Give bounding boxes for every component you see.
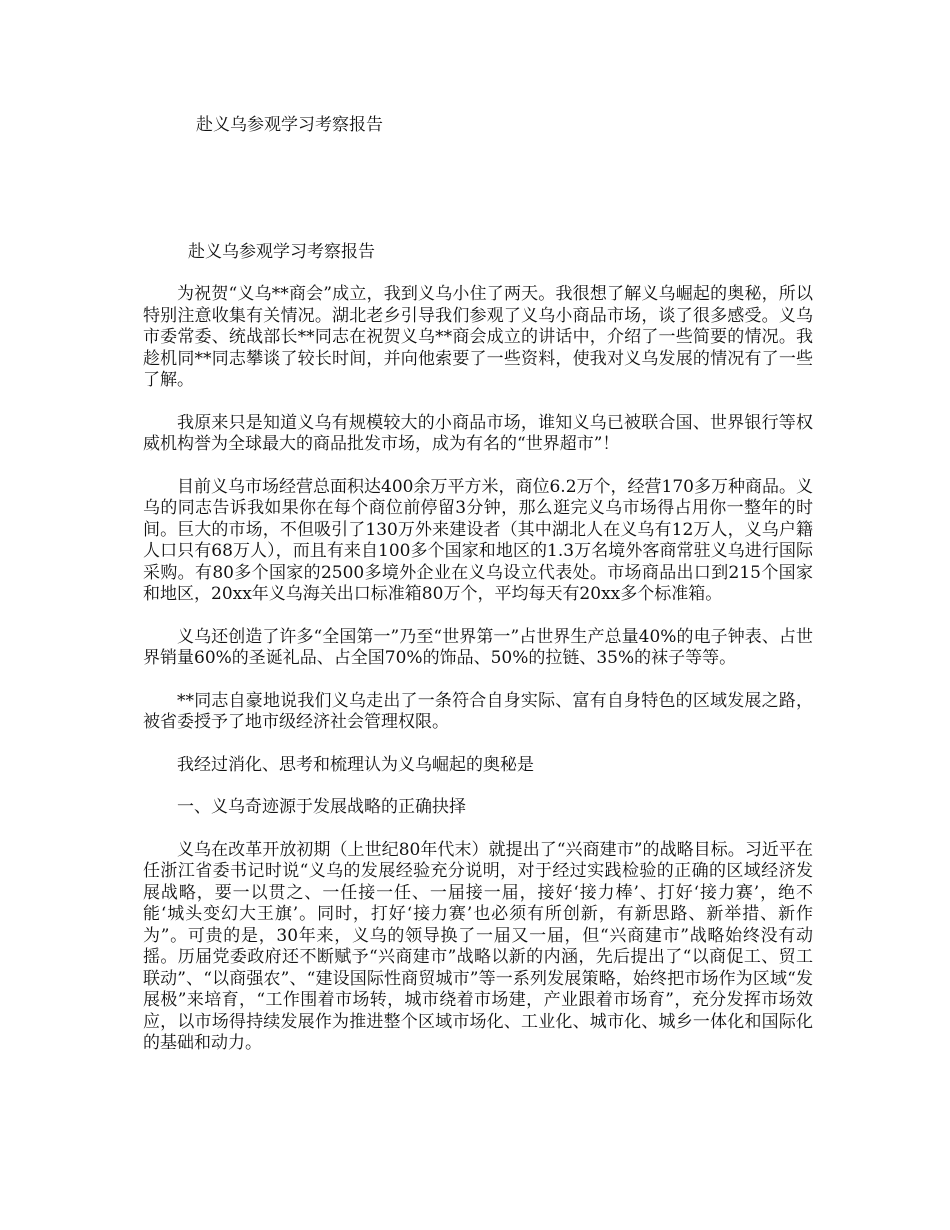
paragraph-strategy: 义乌在改革开放初期（上世纪80年代末）就提出了“兴商建市”的战略目标。习近平在任浙江省委书记时说“义乌的发展经验充分说明，对于经过实践检验的正确的区域经济发展战略，要一以贯之、一任接一任、一届接一届，接好‘接力棒’、打好‘接力赛’，绝不能‘城头变幻大王旗’。同时，打好‘接力赛’也必须有所创新，有新思路、新举措、新作为”。可贵的是，30年来，义乌的领导换了一届又一届，但“兴商建市”战略始终没有动摇。历届党委政府还不断赋予“兴商建市”战略以新的内涵，先后提出了“以商促工、贸工联动”、“以商强农”、“建设国际性商贸城市”等一系列发展策略，始终把市场作为区域“发展极”来培育，“工作围着市场转，城市绕着市场建，产业跟着市场育”，充分发挥市场效应，以市场得持续发展作为推进整个区域市场化、工业化、城市化、城乡一体化和国际化的基础和动力。: [143, 839, 813, 1053]
section-heading-strategy: 一、义乌奇迹源于发展战略的正确抉择: [177, 797, 466, 817]
paragraph-intro: 为祝贺“义乌**商会”成立，我到义乌小住了两天。我很想了解义乌崛起的奥秘，所以特别注意收集有关情况。湖北老乡引导我们参观了义乌小商品市场，谈了很多感受。义乌市委常委、统战部长**同志在祝贺义乌**商会成立的讲话中，介绍了一些简要的情况。我趁机同**同志攀谈了较长时间，并向他索要了一些资料，使我对义乌发展的情况有了一些了解。: [143, 284, 813, 390]
paragraph-market-statistics: 目前义乌市场经营总面积达400余万平方米，商位6.2万个，经营170多万种商品。义乌的同志告诉我如果你在每个商位前停留3分钟，那么逛完义乌市场得占用你一整年的时间。巨大的市场，不但吸引了130万外来建设者（其中湖北人在义乌有12万人，义乌户籍人口只有68万人），而且有来自100多个国家和地区的1.3万名境外客商常驻义乌进行国际采购。有80多个国家的2500多境外企业在义乌设立代表处。市场商品出口到215个国家和地区，20xx年义乌海关出口标准箱80万个，平均每天有20xx多个标准箱。: [143, 476, 813, 604]
document-subtitle: 赴义乌参观学习考察报告: [188, 242, 375, 262]
paragraph-secret-intro: 我经过消化、思考和梳理认为义乌崛起的奥秘是: [177, 754, 534, 775]
document-title: 赴义乌参观学习考察报告: [196, 115, 383, 135]
paragraph-world-firsts: 义乌还创造了许多“全国第一”乃至“世界第一”占世界生产总量40%的电子钟表、占世界销量60%的圣诞礼品、占全国70%的饰品、50%的拉链、35%的袜子等等。: [143, 626, 813, 668]
document-body: [143, 284, 813, 1076]
paragraph-world-supermarket: 我原来只是知道义乌有规模较大的小商品市场，谁知义乌已被联合国、世界银行等权威机构誉为全球最大的商品批发市场，成为有名的“世界超市”！: [143, 412, 813, 454]
paragraph-development-path: **同志自豪地说我们义乌走出了一条符合自身实际、富有自身特色的区域发展之路，被省委授予了地市级经济社会管理权限。: [143, 690, 813, 732]
